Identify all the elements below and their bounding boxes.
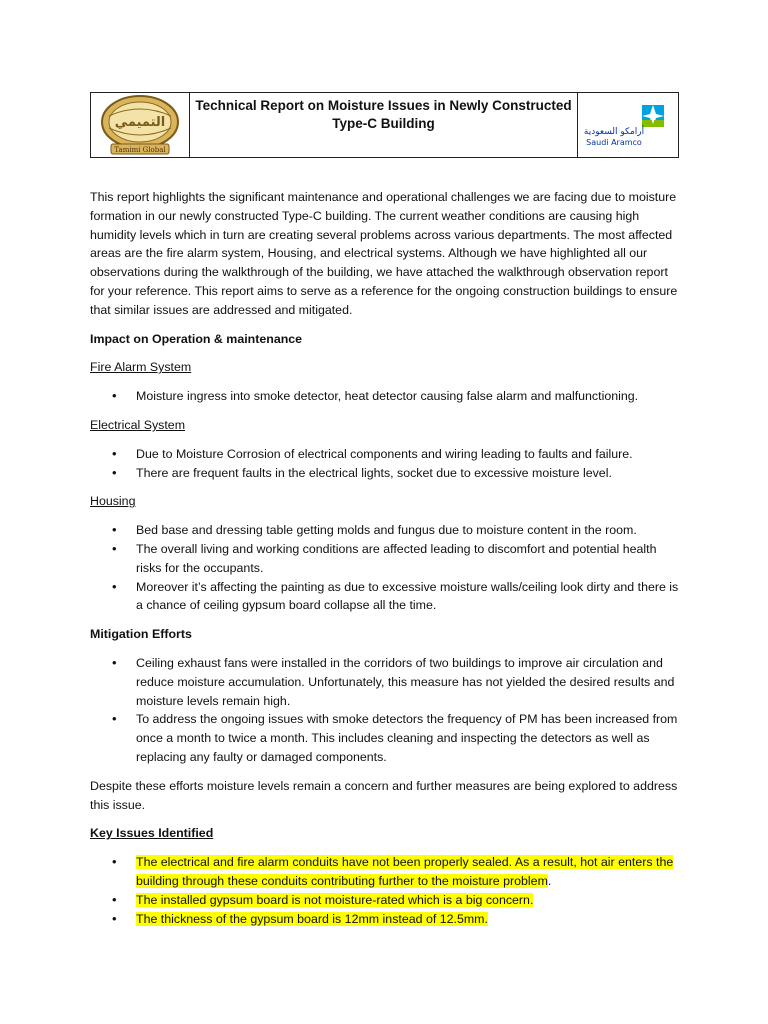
list-item: • Moreover it’s affecting the painting as due to excessive moisture walls/ceiling look dirty and there is a chance of ceiling gypsum board collapse all the time.	[90, 578, 680, 616]
saudi-aramco-logo	[582, 95, 674, 155]
list-item: • There are frequent faults in the electrical lights, socket due to excessive moisture level.	[90, 464, 680, 483]
list-item: • Bed base and dressing table getting molds and fungus due to moisture content in the room.	[90, 521, 680, 540]
intro-paragraph: This report highlights the significant maintenance and operational challenges we are facing due to moisture formation in our newly constructed Type-C building. The current weather conditions are causing high humidity levels which in turn are creating several problems across various departments. The most affected areas are the fire alarm system, Housing, and electrical systems. Although we have highlighted all our observations during the walkthrough of the building, we have attached the walkthrough observation report for your reference. This report aims to serve as a reference for the ongoing construction buildings to ensure that similar issues are addressed and mitigated.	[90, 190, 678, 317]
tamimi-global-logo	[97, 94, 183, 156]
title-cell	[190, 93, 577, 157]
list-item: • Moisture ingress into smoke detector, heat detector causing false alarm and malfunctioning.	[90, 387, 680, 406]
impact-heading: Impact on Operation & maintenance	[90, 331, 303, 346]
mitigation-list	[90, 654, 680, 767]
aramco-star-icon	[642, 105, 664, 127]
report-body	[90, 188, 680, 938]
mitigation-heading: Mitigation Efforts	[90, 627, 192, 642]
report-title-line2: Type-C Building	[332, 116, 435, 131]
list-item	[90, 853, 680, 891]
electrical-list	[90, 445, 680, 483]
housing-list	[90, 521, 680, 615]
left-logo-cell	[91, 93, 190, 157]
trailing-period: .	[547, 873, 552, 888]
mitigation-closing: Despite these efforts moisture levels remain a concern and further measures are being explored to address this issue.	[90, 778, 678, 812]
right-logo-cell	[577, 93, 678, 157]
report-title-line1: Technical Report on Moisture Issues in Newly Constructed	[195, 98, 572, 113]
aramco-arabic-text: أرامكو السعودية	[583, 127, 645, 137]
tamimi-banner-text: Tamimi Global	[114, 146, 166, 154]
highlighted-text: The electrical and fire alarm conduits have not been properly sealed. As a result, hot air enters the building through these conduits contributing further to the moisture problem	[136, 855, 674, 888]
list-item: • Ceiling exhaust fans were installed in the corridors of two buildings to improve air circulation and reduce moisture accumulation. Unfortunately, this measure has not yielded the desired results and moisture levels remain high.	[90, 654, 680, 710]
fire-alarm-heading: Fire Alarm System	[90, 360, 192, 375]
key-issues-list	[90, 853, 680, 928]
fire-alarm-list	[90, 387, 680, 406]
list-item: • Due to Moisture Corrosion of electrical components and wiring leading to faults and failure.	[90, 445, 680, 464]
key-issues-heading: Key Issues Identified	[90, 826, 214, 841]
housing-heading: Housing	[90, 494, 136, 509]
list-item: • To address the ongoing issues with smoke detectors the frequency of PM has been increased from once a month to twice a month. This includes cleaning and inspecting the detectors as well as replacing any faulty or damaged components.	[90, 710, 680, 766]
report-title	[194, 97, 574, 133]
header-table	[90, 92, 679, 158]
aramco-english-text: Saudi Aramco	[586, 138, 642, 147]
tamimi-arabic-text: التميمي	[114, 115, 166, 130]
list-item	[90, 891, 680, 910]
list-item: • The overall living and working conditions are affected leading to discomfort and potential health risks for the occupants.	[90, 540, 680, 578]
electrical-heading: Electrical System	[90, 417, 186, 432]
highlighted-text: The installed gypsum board is not moisture-rated which is a big concern.	[136, 892, 534, 907]
highlighted-text: The thickness of the gypsum board is 12mm instead of 12.5mm.	[136, 911, 488, 926]
list-item	[90, 910, 680, 929]
